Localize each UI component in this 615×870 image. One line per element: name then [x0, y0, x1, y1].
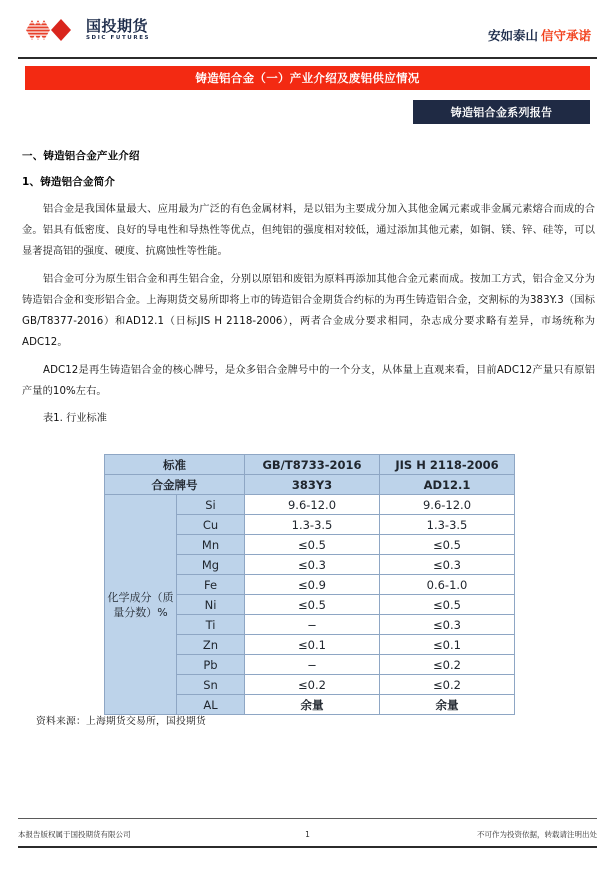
table-row	[105, 495, 515, 515]
spec-table-container	[104, 454, 514, 715]
cell-element: Zn	[177, 635, 245, 655]
cell-value-jis: 9.6-12.0	[380, 495, 515, 515]
spec-table-body	[105, 455, 515, 715]
table-row-standard	[105, 455, 515, 475]
company-logo	[24, 18, 150, 42]
cell-value-jis: ≤0.5	[380, 535, 515, 555]
page-footer	[18, 826, 597, 842]
footer-copyright: 本报告版权属于国投期货有限公司	[18, 829, 131, 839]
cell-value-gb: ≤0.5	[245, 535, 380, 555]
cell-value-jis: 0.6-1.0	[380, 575, 515, 595]
cell-value-gb: 1.3-3.5	[245, 515, 380, 535]
report-series-badge	[413, 100, 590, 124]
table-caption: 表1. 行业标准	[43, 413, 107, 424]
cell-element: Sn	[177, 675, 245, 695]
cell-element: Fe	[177, 575, 245, 595]
section-heading: 一、铸造铝合金产业介绍	[22, 150, 140, 162]
cell-element: Mg	[177, 555, 245, 575]
footer-divider-top	[18, 818, 597, 819]
cell-element: AL	[177, 695, 245, 715]
cell-value-jis: ≤0.5	[380, 595, 515, 615]
cell-composition-side-label: 化学成分（质量分数）%	[105, 495, 177, 715]
cell-value-jis: ≤0.2	[380, 655, 515, 675]
paragraph: 铝合金是我国体量最大、应用最为广泛的有色金属材料，是以铝为主要成分加入其他金属元素或非金属元素熔合而成的合金。铝具有低密度、良好的导电性和导热性等优点，但纯铝的强度相对较低，通过添加其他元素，如铜、镁、锌、硅等，可以显著提高铝的强度、硬度、抗腐蚀性等性能。	[22, 204, 595, 257]
header-divider	[18, 57, 597, 59]
logo-company-name-cn: 国投期货	[86, 16, 149, 35]
cell-value-gb: ≤0.1	[245, 635, 380, 655]
report-series-text: 铸造铝合金系列报告	[450, 106, 553, 119]
tagline-primary: 安如泰山	[487, 28, 538, 43]
cell-value-jis: ≤0.2	[380, 675, 515, 695]
cell-standard-label: 标准	[105, 455, 245, 475]
cell-value-gb: ≤0.5	[245, 595, 380, 615]
cell-value-jis: ≤0.3	[380, 555, 515, 575]
cell-value-jis: 余量	[380, 695, 515, 715]
cell-standard-jis: JIS H 2118-2006	[380, 455, 515, 475]
cell-value-gb: 余量	[245, 695, 380, 715]
cell-grade-jis: AD12.1	[380, 475, 515, 495]
cell-element: Si	[177, 495, 245, 515]
page-header	[0, 0, 615, 58]
logo-wordmark	[86, 16, 151, 42]
paragraph: ADC12是再生铸造铝合金的核心牌号，是众多铝合金牌号中的一个分支，从体量上直观来看，目前ADC12产量只有原铝产量的10%左右。	[22, 365, 595, 397]
company-tagline	[488, 26, 591, 44]
cell-element: Pb	[177, 655, 245, 675]
report-title-banner	[25, 66, 590, 90]
cell-value-gb: ≤0.9	[245, 575, 380, 595]
cell-value-gb: 9.6-12.0	[245, 495, 380, 515]
table-row-grade	[105, 475, 515, 495]
cell-value-gb: −	[245, 615, 380, 635]
tagline-accent: 信守承诺	[540, 28, 591, 43]
red-diamond-hatch-logo-icon	[24, 18, 80, 42]
document-body	[22, 148, 595, 424]
cell-value-gb: −	[245, 655, 380, 675]
cell-element: Cu	[177, 515, 245, 535]
cell-grade-gb: 383Y3	[245, 475, 380, 495]
paragraph: 铝合金可分为原生铝合金和再生铝合金，分别以原铝和废铝为原料再添加其他合金元素而成。按加工方式，铝合金又分为铸造铝合金和变形铝合金。上海期货交易所即将上市的铸造铝合金期货合约标的为再生铸造铝合金，交割标的为383Y.3（国标GB/T8377-2016）和AD12.1（日标JIS H 2118-2006），两者合金成分要求相同，杂志成分要求略有差异，市场统称为ADC12。	[22, 274, 595, 348]
cell-grade-label: 合金牌号	[105, 475, 245, 495]
footer-page-number: 1	[305, 829, 310, 839]
cell-value-jis: 1.3-3.5	[380, 515, 515, 535]
cell-element: Ni	[177, 595, 245, 615]
footer-disclaimer: 不可作为投资依据，转载请注明出处	[476, 829, 597, 839]
subsection-heading: 1、铸造铝合金简介	[22, 176, 116, 188]
cell-element: Mn	[177, 535, 245, 555]
cell-value-gb: ≤0.3	[245, 555, 380, 575]
cell-value-jis: ≤0.1	[380, 635, 515, 655]
cell-standard-gb: GB/T8733-2016	[245, 455, 380, 475]
industry-standard-table	[104, 454, 515, 715]
footer-divider-bottom	[18, 846, 597, 848]
cell-value-jis: ≤0.3	[380, 615, 515, 635]
data-source-note: 资料来源：上海期货交易所，国投期货	[36, 716, 206, 727]
report-title-text: 铸造铝合金（一）产业介绍及废铝供应情况	[195, 71, 420, 85]
cell-value-gb: ≤0.2	[245, 675, 380, 695]
cell-element: Ti	[177, 615, 245, 635]
logo-company-name-en: SDIC FUTURES	[86, 34, 151, 41]
